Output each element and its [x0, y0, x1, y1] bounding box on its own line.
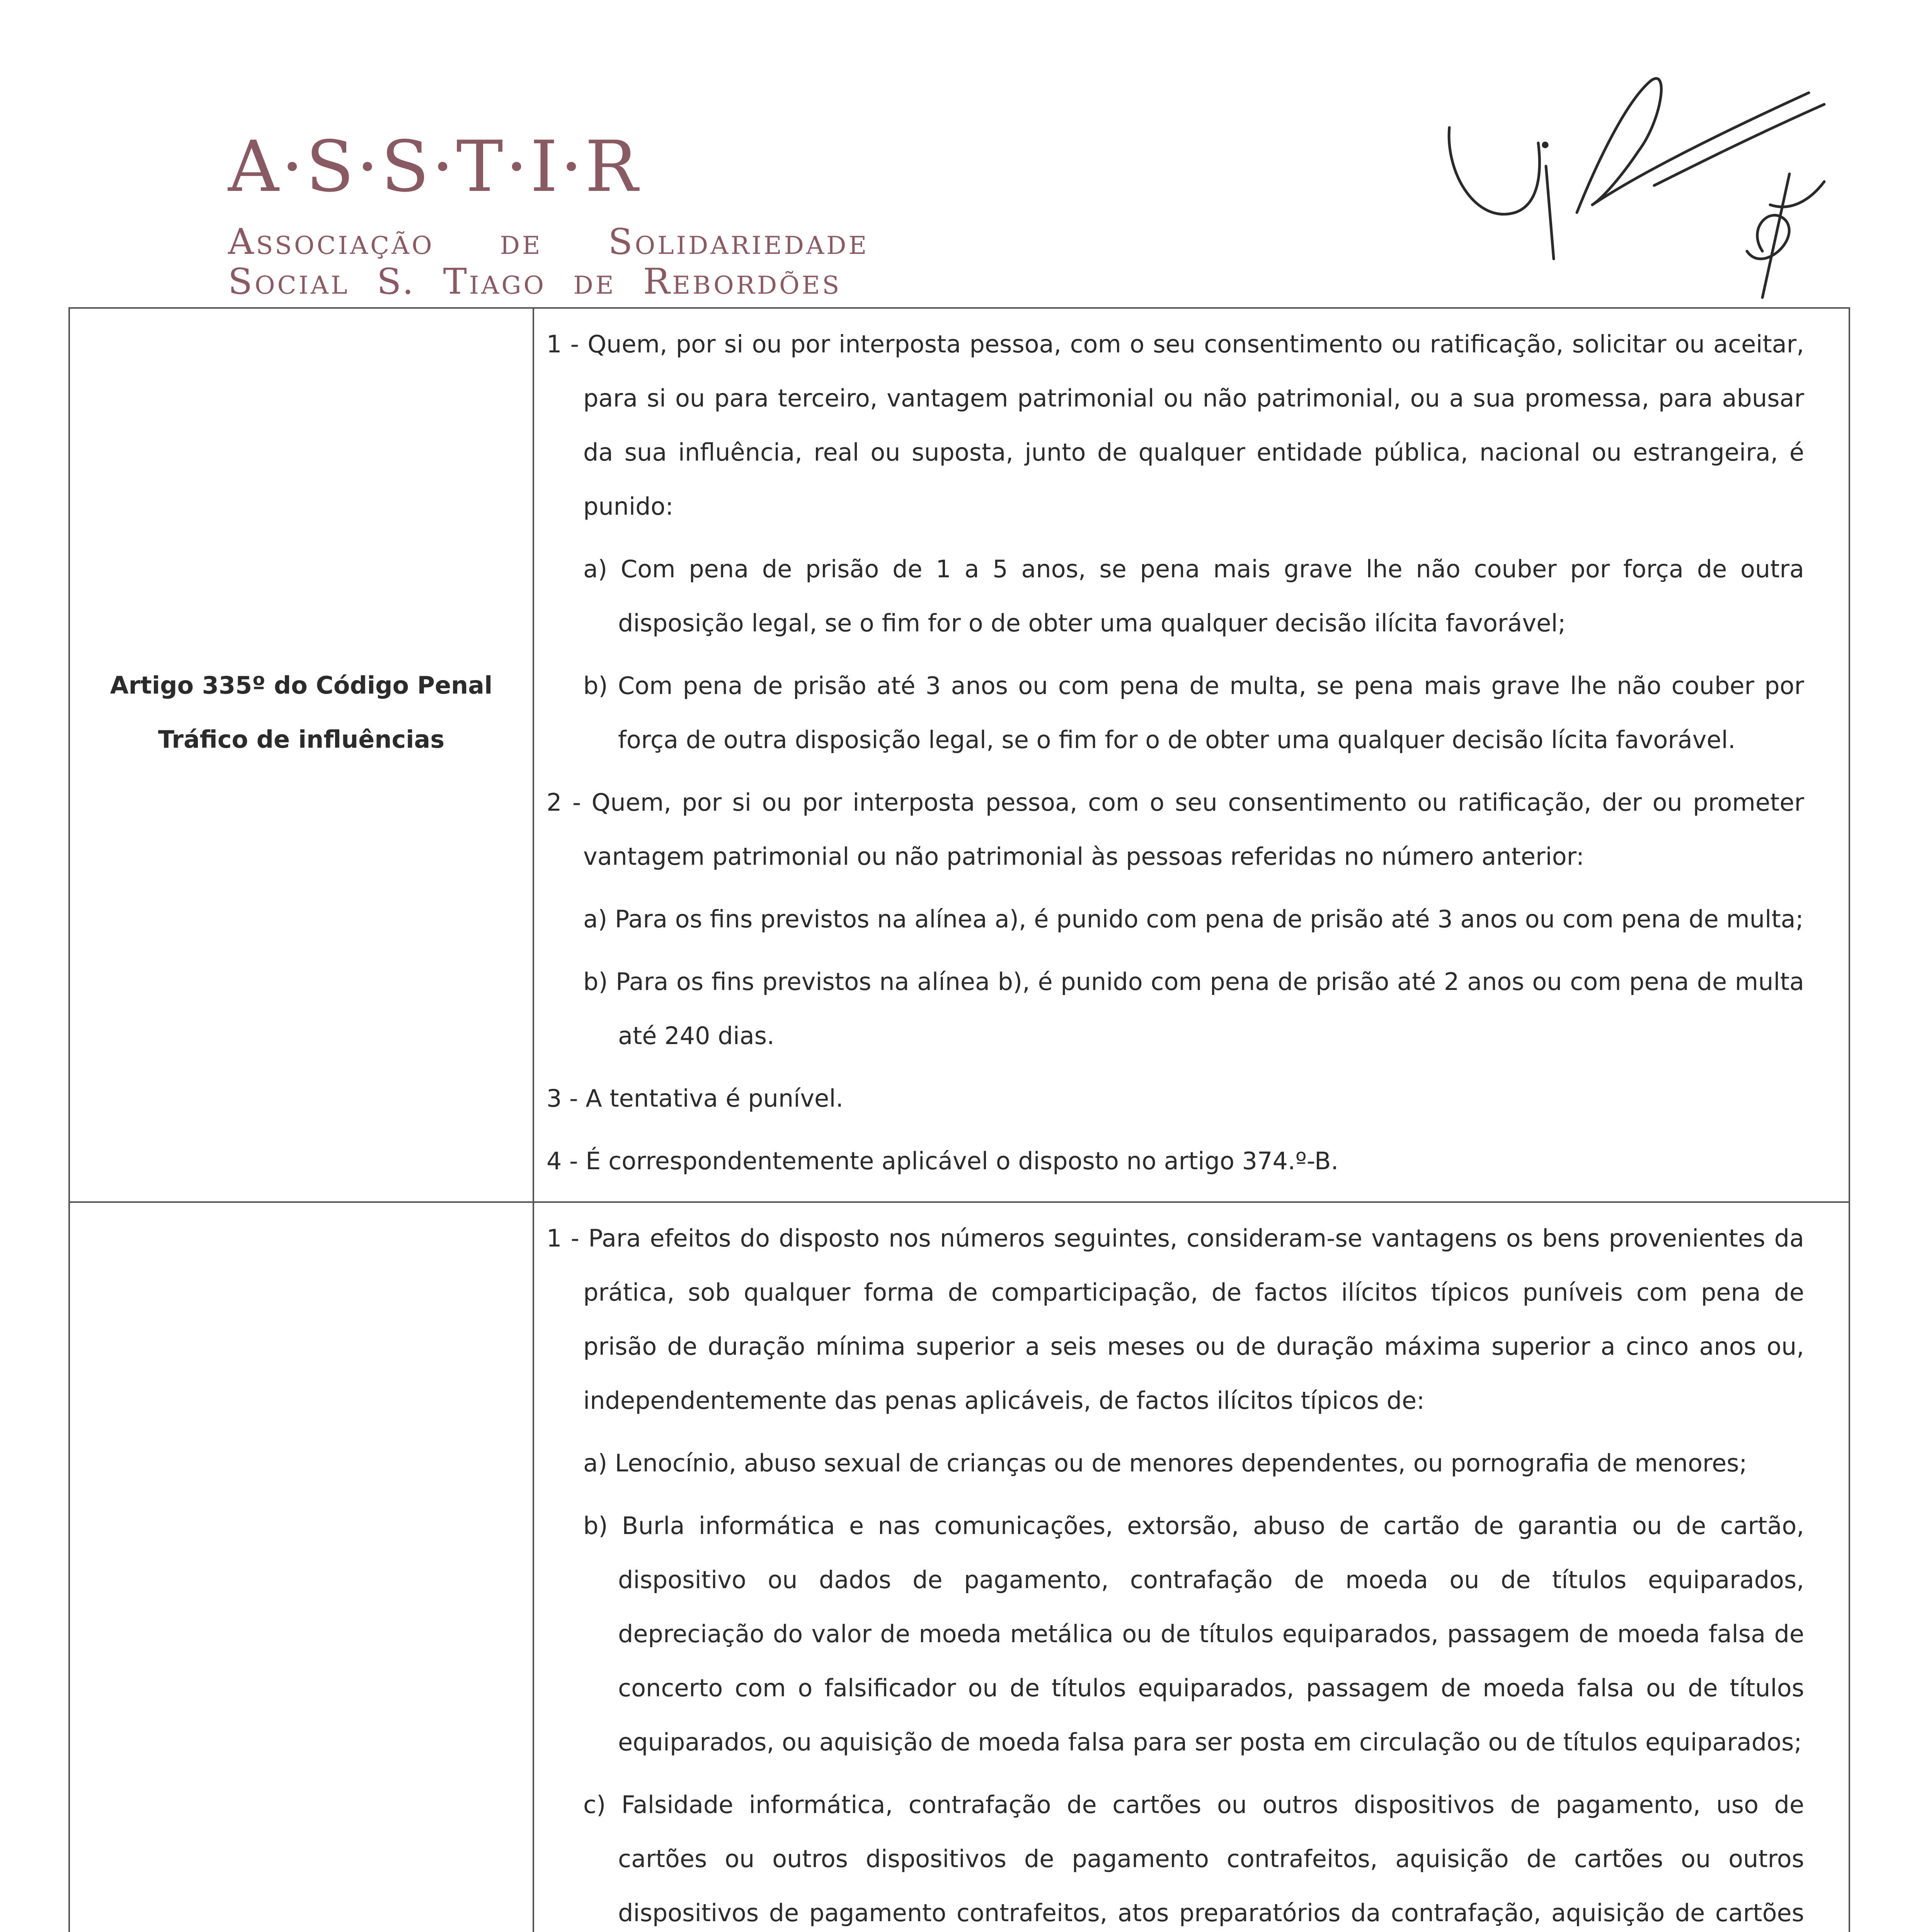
- article-subparagraph: b) Com pena de prisão até 3 anos ou com pena de multa, se pena mais grave lhe não couber por força de outra disposição legal, se o fim for o de obter uma qualquer decisão lícita favorável.: [583, 672, 1804, 754]
- article-subparagraph: b) Para os fins previstos na alínea b), é punido com pena de prisão até 2 anos ou com pena de multa até 240 dias.: [583, 968, 1804, 1050]
- article-paragraph: 3 - A tentativa é punível.: [546, 1084, 844, 1112]
- logo-word: Rebordões: [643, 261, 842, 303]
- logo-name-line-2: [228, 262, 869, 301]
- handwritten-signature: [1422, 58, 1863, 305]
- article-text-cell: [533, 308, 1849, 1202]
- table-row: [69, 308, 1849, 1202]
- logo-acronym: A·S·S·T·I·R: [228, 126, 640, 207]
- article-paragraph: 1 - Quem, por si ou por interposta pessoa, com o seu consentimento ou ratificação, solicitar ou aceitar, para si ou para terceiro, vantagem patrimonial ou não patrimonial, ou a sua promessa, para abusar da sua influência, real ou suposta, junto de qualquer entidade pública, nacional ou estrangeira, é punido:: [546, 330, 1804, 520]
- article-subparagraph: c) Falsidade informática, contrafação de cartões ou outros dispositivos de pagamento, uso de cartões ou outros dispositivos de pagamento contrafeitos, aquisição de cartões ou outros dispositivos de pagamento contrafeitos, atos preparatórios da contrafação, aquisição de cartões: [583, 1791, 1804, 1927]
- logo-name-line-1: [228, 222, 869, 262]
- article-label-cell: [69, 1202, 533, 1932]
- logo-word: Tiago: [443, 261, 546, 303]
- article-paragraph: 4 - É correspondentemente aplicável o disposto no artigo 374.º-B.: [546, 1147, 1339, 1175]
- article-number: Artigo 335º do Código Penal: [110, 671, 493, 699]
- organization-logo: [228, 126, 869, 303]
- article-subparagraph: a) Com pena de prisão de 1 a 5 anos, se pena mais grave lhe não couber por força de outra disposição legal, se o fim for o de obter uma qualquer decisão ilícita favorável;: [583, 555, 1804, 637]
- article-subparagraph: a) Lenocínio, abuso sexual de crianças ou de menores dependentes, ou pornografia de menores;: [583, 1449, 1747, 1477]
- article-paragraph: 2 - Quem, por si ou por interposta pessoa, com o seu consentimento ou ratificação, der ou prometer vantagem patrimonial ou não patrimonial às pessoas referidas no número anterior:: [546, 788, 1804, 871]
- logo-word: Associação: [228, 221, 434, 262]
- article-paragraph: 1 - Para efeitos do disposto nos números seguintes, consideram-se vantagens os bens provenientes da prática, sob qualquer forma de comparticipação, de factos ilícitos típicos puníveis com pena de prisão de duração mínima superior a seis meses ou de duração máxima superior a cinco anos ou, independentemente das penas aplicáveis, de factos ilícitos típicos de:: [546, 1224, 1804, 1415]
- logo-word: de: [500, 221, 543, 262]
- article-label-cell: [69, 308, 533, 1202]
- article-subparagraph: b) Burla informática e nas comunicações, extorsão, abuso de cartão de garantia ou de cartão, dispositivo ou dados de pagamento, contrafação de moeda ou de títulos equiparados, depreciação do valor de moeda metálica ou de títulos equiparados, passagem de moeda falsa de concerto com o falsificador ou de títulos equiparados, passagem de moeda falsa ou de títulos equiparados, ou aquisição de moeda falsa para ser posta em circulação ou de títulos equiparados;: [583, 1512, 1804, 1756]
- table-row: [69, 1202, 1849, 1932]
- logo-word: Solidariedade: [608, 221, 869, 262]
- article-subparagraph: a) Para os fins previstos na alínea a), é punido com pena de prisão até 3 anos ou com pena de multa;: [583, 905, 1804, 933]
- logo-word: Social: [228, 261, 350, 303]
- logo-name: [228, 222, 869, 301]
- articles-table: [68, 307, 1850, 1932]
- article-text-cell: [533, 1202, 1849, 1932]
- article-title: Tráfico de influências: [158, 725, 445, 753]
- logo-word: de: [573, 261, 616, 303]
- logo-word: S.: [376, 261, 416, 303]
- article-label: [70, 658, 533, 767]
